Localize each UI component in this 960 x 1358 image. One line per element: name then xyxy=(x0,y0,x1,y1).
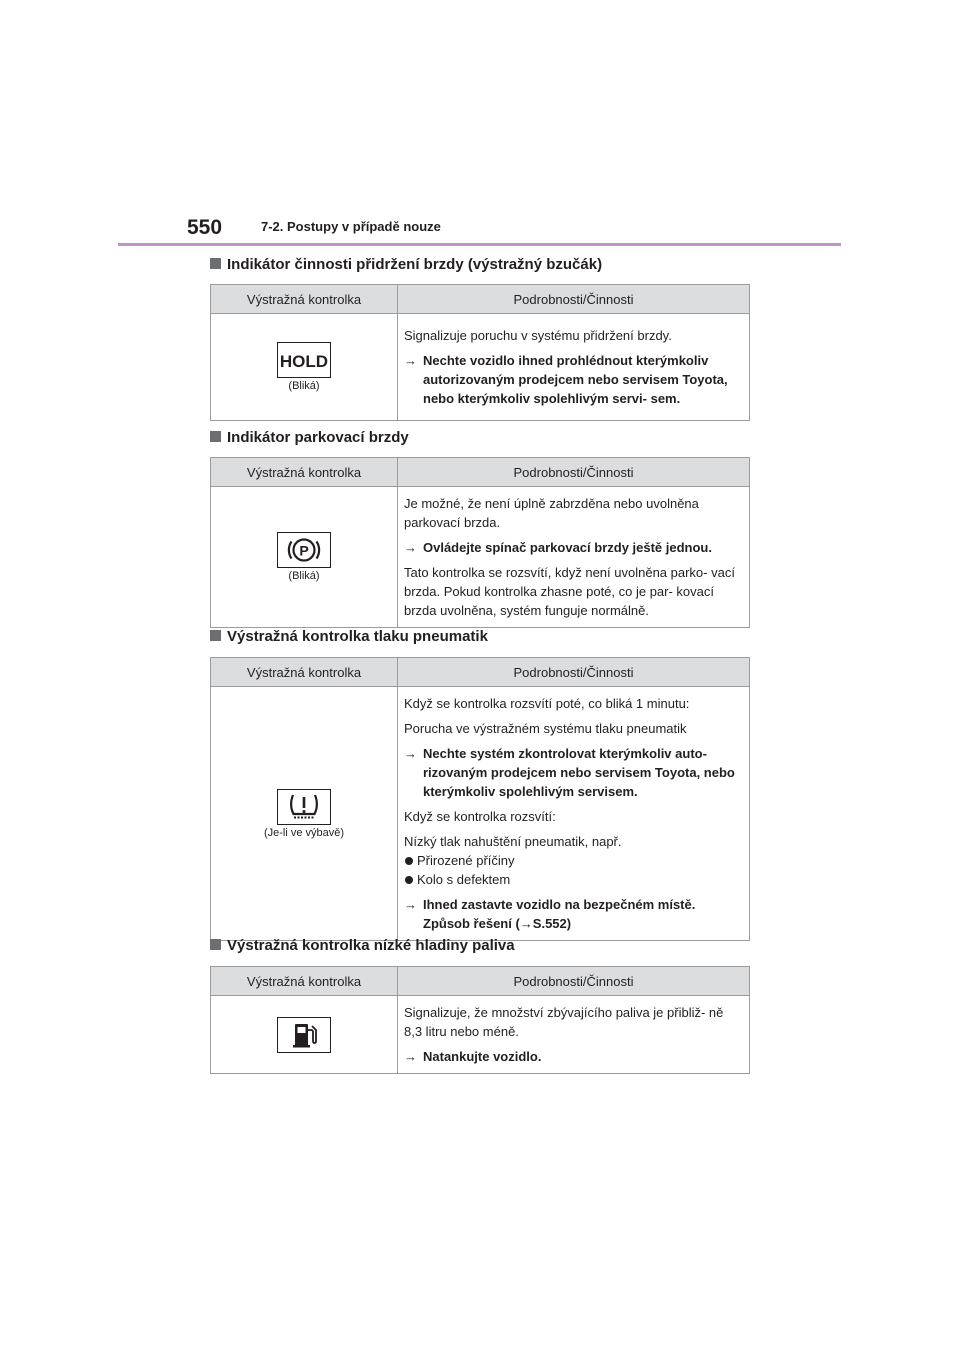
detail-text: Porucha ve výstražném systému tlaku pneumatik xyxy=(404,721,687,736)
brake-hold-table xyxy=(210,284,750,421)
arrow-icon: → xyxy=(404,353,417,368)
arrow-icon: → xyxy=(404,1049,417,1064)
col-warning-light: Výstražná kontrolka xyxy=(211,967,398,996)
bullet-icon xyxy=(405,876,413,884)
icon-caption: (Bliká) xyxy=(288,570,320,582)
icon-cell xyxy=(211,487,398,628)
action-text: → Natankujte vozidlo. xyxy=(404,1049,542,1064)
detail-text: Signalizuje poruchu v systému přidržení brzdy. xyxy=(404,328,672,343)
icon-caption: (Je-li ve výbavě) xyxy=(263,826,345,839)
arrow-icon: → xyxy=(404,746,417,761)
tire-pressure-table xyxy=(210,657,750,941)
heading-text: Výstražná kontrolka tlaku pneumatik xyxy=(227,628,488,645)
col-details: Podrobnosti/Činnosti xyxy=(398,458,750,487)
table-header-row xyxy=(211,285,750,314)
parking-brake-icon xyxy=(277,532,331,568)
table-row xyxy=(211,487,750,628)
action-text: → Ihned zastavte vozidlo na bezpečném místě. Způsob řešení (→S.552) xyxy=(404,897,696,931)
table-row xyxy=(211,996,750,1074)
detail-text: Je možné, že není úplně zabrzděna nebo uvolněna parkovací brzda. xyxy=(404,496,699,530)
heading-low-fuel xyxy=(210,937,515,954)
heading-square-icon xyxy=(210,431,221,442)
icon-cell xyxy=(211,687,398,941)
page-number: 550 xyxy=(187,216,223,239)
col-details: Podrobnosti/Činnosti xyxy=(398,658,750,687)
table-header-row xyxy=(211,458,750,487)
table-header-row xyxy=(211,967,750,996)
col-warning-light: Výstražná kontrolka xyxy=(211,285,398,314)
list-item: Kolo s defektem xyxy=(404,870,743,889)
table-row xyxy=(211,687,750,941)
table-row xyxy=(211,314,750,421)
heading-square-icon xyxy=(210,939,221,950)
bullet-icon xyxy=(405,857,413,865)
heading-parking-brake xyxy=(210,429,409,446)
icon-caption: (Bliká) xyxy=(288,380,320,392)
heading-brake-hold xyxy=(210,256,602,273)
heading-square-icon xyxy=(210,258,221,269)
detail-text: Tato kontrolka se rozsvítí, když není uvolněna parko- vací brzda. Pokud kontrolka zhasne poté, co je par- kovací brzda uvolněna, systém funguje normálně. xyxy=(404,565,735,618)
detail-text: Nízký tlak nahuštění pneumatik, např. xyxy=(404,834,622,849)
fuel-pump-icon xyxy=(277,1017,331,1053)
svg-text:HOLD: HOLD xyxy=(279,352,329,371)
icon-cell xyxy=(211,314,398,421)
arrow-icon: → xyxy=(404,540,417,555)
list-item: Přirozené příčiny xyxy=(404,851,743,870)
col-details: Podrobnosti/Činnosti xyxy=(398,967,750,996)
detail-cell xyxy=(398,314,750,421)
detail-cell xyxy=(398,687,750,941)
action-text: → Nechte systém zkontrolovat kterýmkoliv auto- rizovaným prodejcem nebo servisem Toyota, nebo kterýmkoliv spolehlivým servisem. xyxy=(404,746,735,799)
detail-text: Když se kontrolka rozsvítí poté, co bliká 1 minutu: xyxy=(404,696,690,711)
table-header-row xyxy=(211,658,750,687)
heading-text: Indikátor parkovací brzdy xyxy=(227,429,409,446)
col-details: Podrobnosti/Činnosti xyxy=(398,285,750,314)
detail-cell xyxy=(398,487,750,628)
action-text: → Nechte vozidlo ihned prohlédnout kterýmkoliv autorizovaným prodejcem nebo servisem Toyota, nebo kterýmkoliv spolehlivým servi- sem. xyxy=(404,353,728,406)
tire-pressure-icon xyxy=(277,789,331,825)
heading-square-icon xyxy=(210,630,221,641)
detail-cell xyxy=(398,996,750,1074)
detail-text: Když se kontrolka rozsvítí: xyxy=(404,809,556,824)
heading-tire-pressure xyxy=(210,628,488,645)
parking-brake-table xyxy=(210,457,750,628)
heading-text: Výstražná kontrolka nízké hladiny paliva xyxy=(227,937,515,954)
detail-text: Signalizuje, že množství zbývajícího paliva je přibliž- ně 8,3 litru nebo méně. xyxy=(404,1005,724,1039)
arrow-icon: → xyxy=(404,897,417,912)
header-rule xyxy=(118,243,841,246)
section-header: 7-2. Postupy v případě nouze xyxy=(261,219,441,234)
hold-icon xyxy=(277,342,331,378)
col-warning-light: Výstražná kontrolka xyxy=(211,458,398,487)
low-fuel-table xyxy=(210,966,750,1074)
heading-text: Indikátor činnosti přidržení brzdy (výstražný bzučák) xyxy=(227,256,603,273)
icon-cell xyxy=(211,996,398,1074)
col-warning-light: Výstražná kontrolka xyxy=(211,658,398,687)
svg-text:P: P xyxy=(299,542,309,559)
action-text: → Ovládejte spínač parkovací brzdy ještě jednou. xyxy=(404,540,712,555)
